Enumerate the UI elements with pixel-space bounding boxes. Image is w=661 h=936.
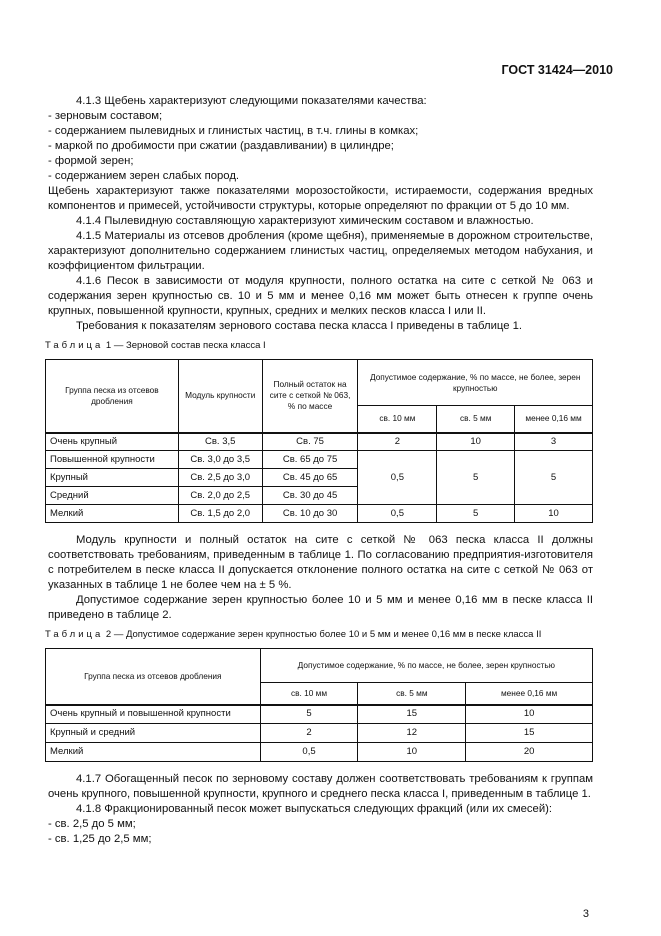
table-row [46, 705, 593, 724]
table1-subheader: св. 10 мм [358, 406, 437, 433]
caption-text: 2 — Допустимое содержание зерен крупностью более 10 и 5 мм и менее 0,16 мм в песке класса II [105, 629, 542, 640]
table-cell: Очень крупный [46, 433, 179, 451]
table-cell: Св. 3,5 [178, 433, 262, 451]
paragraph: 4.1.8 Фракционированный песок может выпускаться следующих фракций (или их смесей): [76, 803, 553, 815]
table2-header: Группа песка из отсевов дробления [46, 649, 261, 705]
table2-subheader: св. 10 мм [260, 683, 358, 705]
paragraph: Требования к показателям зернового состава песка класса I приведены в таблице 1. [76, 320, 523, 332]
table-cell: Св. 10 до 30 [262, 505, 358, 523]
text-section-1 [48, 94, 593, 334]
table1-caption [45, 340, 593, 352]
paragraph: 4.1.5 Материалы из отсевов дробления (кроме щебня), применяемые в дорожном строительстве, характеризуют дополнительно содержанием глинистых частиц, определяемых методом набухания, и коэффициентом фильтрации. [48, 230, 593, 272]
table-cell: Св. 45 до 65 [262, 469, 358, 487]
table-row [46, 743, 593, 762]
table1-header: Полный остаток на сите с сеткой № 063, % по массе [262, 360, 358, 433]
table-1 [45, 359, 593, 523]
table-cell: 20 [466, 743, 593, 762]
caption-word: Таблица [45, 340, 104, 351]
table-cell: Св. 2,5 до 3,0 [178, 469, 262, 487]
caption-text: 1 — Зерновой состав песка класса I [105, 340, 266, 351]
table-cell: Св. 3,0 до 3,5 [178, 451, 262, 469]
table-cell: 12 [358, 724, 466, 743]
table-cell: Крупный и средний [46, 724, 261, 743]
table-cell: Св. 2,0 до 2,5 [178, 487, 262, 505]
table-row [46, 724, 593, 743]
table-cell: 0,5 [358, 451, 437, 505]
table-cell: Мелкий [46, 743, 261, 762]
table-cell: 5 [437, 451, 515, 505]
table2-caption [45, 629, 593, 641]
table-cell: Повышенной крупности [46, 451, 179, 469]
table-row [46, 505, 593, 523]
table-cell: Средний [46, 487, 179, 505]
table-cell: 3 [515, 433, 593, 451]
table1-header: Допустимое содержание, % по массе, не более, зерен крупностью [358, 360, 593, 406]
paragraph: - зерновым составом; [48, 110, 163, 122]
table-cell: 5 [260, 705, 358, 724]
table2-subheader: менее 0,16 мм [466, 683, 593, 705]
paragraph: - маркой по дробимости при сжатии (раздавливании) в цилиндре; [48, 140, 394, 152]
table-cell: 15 [466, 724, 593, 743]
table1-header: Модуль крупности [178, 360, 262, 433]
paragraph: 4.1.4 Пылевидную составляющую характеризуют химическим составом и влажностью. [76, 215, 534, 227]
table-cell: 5 [515, 451, 593, 505]
paragraph: - св. 2,5 до 5 мм; [48, 818, 136, 830]
paragraph: - содержанием зерен слабых пород. [48, 170, 240, 182]
table-cell: Очень крупный и повышенной крупности [46, 705, 261, 724]
paragraph: 4.1.7 Обогащенный песок по зерновому составу должен соответствовать требованиям к группам очень крупного, повышенной крупности, крупного и среднего песка класса I, приведенным в таблице 1. [48, 773, 593, 800]
table-row [46, 451, 593, 469]
table2-header: Допустимое содержание, % по массе, не более, зерен крупностью [260, 649, 592, 683]
table-cell: 10 [437, 433, 515, 451]
table-cell: Мелкий [46, 505, 179, 523]
table-cell: Св. 65 до 75 [262, 451, 358, 469]
paragraph: - св. 1,25 до 2,5 мм; [48, 833, 152, 845]
table1-header: Группа песка из отсевов дробления [46, 360, 179, 433]
table-cell: Св. 30 до 45 [262, 487, 358, 505]
table-cell: 0,5 [260, 743, 358, 762]
page-content [45, 62, 613, 847]
table-row [46, 433, 593, 451]
text-section-3 [48, 772, 593, 847]
standard-header: ГОСТ 31424—2010 [501, 63, 613, 77]
table-cell: 10 [466, 705, 593, 724]
table1-subheader: св. 5 мм [437, 406, 515, 433]
table-cell: Св. 1,5 до 2,0 [178, 505, 262, 523]
table-cell: 0,5 [358, 505, 437, 523]
table-cell: Крупный [46, 469, 179, 487]
table-cell: 10 [358, 743, 466, 762]
paragraph: - содержанием пылевидных и глинистых частиц, в т.ч. глины в комках; [48, 125, 419, 137]
page-number: 3 [582, 908, 589, 920]
table-cell: 10 [515, 505, 593, 523]
table1-subheader: менее 0,16 мм [515, 406, 593, 433]
paragraph: 4.1.3 Щебень характеризуют следующими показателями качества: [76, 95, 427, 107]
paragraph: 4.1.6 Песок в зависимости от модуля крупности, полного остатка на сите с сеткой № 063 и содержания зерен крупностью св. 10 и 5 мм и менее 0,16 мм может быть отнесен к группе очень крупных, повышенной крупности, крупных, средних и мелких песков класса I или II. [48, 275, 593, 317]
text-section-2 [48, 533, 593, 623]
table-cell: 15 [358, 705, 466, 724]
table2-subheader: св. 5 мм [358, 683, 466, 705]
table-cell: 5 [437, 505, 515, 523]
paragraph: Модуль крупности и полный остаток на сите с сеткой № 063 песка класса II должны соответствовать требованиям, приведенным в таблице 1. По согласованию предприятия-изготовителя с потребителем в песке класса II допускается отклонение полного остатка на сите с сеткой № 063 от указанных в таблице 1 не более чем на ± 5 %. [48, 534, 593, 591]
table-cell: Св. 75 [262, 433, 358, 451]
table-2 [45, 648, 593, 762]
paragraph: - формой зерен; [48, 155, 134, 167]
table-cell: 2 [358, 433, 437, 451]
paragraph: Допустимое содержание зерен крупностью более 10 и 5 мм и менее 0,16 мм в песке класса II приведено в таблице 2. [48, 594, 593, 621]
caption-word: Таблица [45, 629, 104, 640]
table-cell: 2 [260, 724, 358, 743]
paragraph: Щебень характеризуют также показателями морозостойкости, истираемости, содержания вредных компонентов и примесей, устойчивости структуры, которые определяют по фракции от 5 до 10 мм. [48, 185, 593, 212]
